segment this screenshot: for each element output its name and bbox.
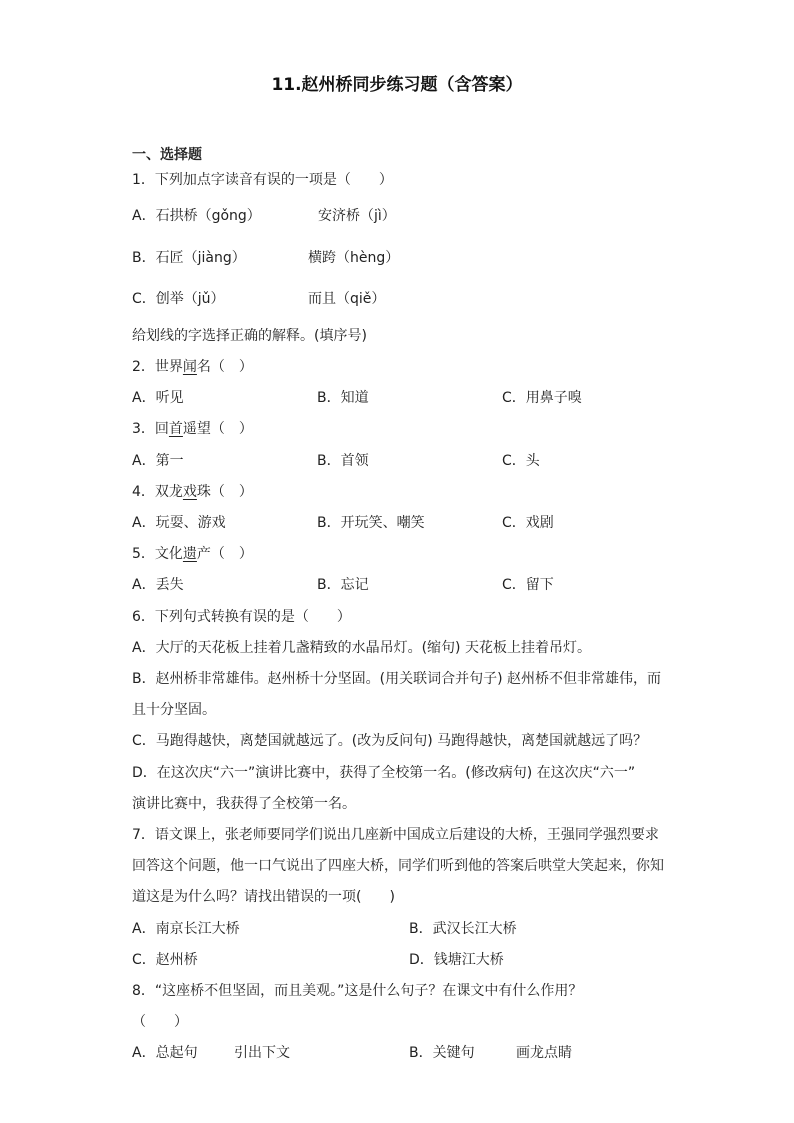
q6-option-b-line1: B．赵州桥非常雄伟。赵州桥十分坚固。(用关联词合并句子) 赵州桥不但非常雄伟，而 — [132, 671, 661, 687]
q2-prefix: 2．世界 — [132, 359, 183, 375]
section-heading-choice: 一、选择题 — [132, 147, 202, 163]
q5-option-a: A．丢失 — [132, 577, 184, 593]
instruction-text: 给划线的字选择正确的解释。(填序号) — [132, 328, 367, 344]
question-1-stem: 1．下列加点字读音有误的一项是（ ） — [132, 172, 393, 188]
q2-suffix: 名（ ） — [196, 359, 253, 375]
q1-option-c-2: 而且（qiě） — [308, 291, 386, 307]
q4-option-b: B．开玩笑、嘲笑 — [317, 515, 425, 531]
page-title: 11.赵州桥同步练习题（含答案） — [271, 75, 523, 95]
question-7-line3: 道这是为什么吗？请找出错误的一项( ) — [132, 889, 395, 905]
q5-underlined-word: 遗 — [182, 546, 197, 562]
q3-option-c: C．头 — [502, 453, 540, 469]
question-7-line1: 7．语文课上，张老师要同学们说出几座新中国成立后建设的大桥，王强同学强烈要求 — [132, 827, 659, 843]
q8-option-b-2: 画龙点睛 — [516, 1045, 572, 1061]
question-5-stem — [132, 544, 253, 564]
q1-option-c-1: C．创举（jǔ） — [132, 291, 225, 307]
q4-underlined-word: 戏 — [182, 484, 197, 500]
q6-option-a: A．大厅的天花板上挂着几盏精致的水晶吊灯。(缩句) 天花板上挂着吊灯。 — [132, 640, 591, 656]
q1-option-b-2: 横跨（hèng） — [308, 250, 400, 266]
q4-option-a: A．玩耍、游戏 — [132, 515, 226, 531]
q3-option-a: A．第一 — [132, 453, 184, 469]
question-4-stem — [132, 482, 253, 502]
q6-option-c: C．马跑得越快，离楚国就越远了。(改为反问句) 马跑得越快，离楚国就越远了吗？ — [132, 733, 648, 749]
q7-option-d: D．钱塘江大桥 — [409, 952, 504, 968]
question-2-stem — [132, 357, 253, 377]
q7-option-a: A．南京长江大桥 — [132, 921, 240, 937]
question-7-line2: 回答这个问题，他一口气说出了四座大桥，同学们听到他的答案后哄堂大笑起来，你知 — [132, 858, 664, 874]
question-8-stem: 8．“这座桥不但坚固，而且美观。”这是什么句子？在课文中有什么作用？ — [132, 983, 583, 999]
q3-option-b: B．首领 — [317, 453, 369, 469]
q5-option-b: B．忘记 — [317, 577, 369, 593]
q2-option-b: B．知道 — [317, 390, 369, 406]
q4-option-c: C．戏剧 — [502, 515, 554, 531]
q3-suffix: 遥望（ ） — [182, 421, 253, 437]
q1-option-a-1: A．石拱桥（gǒng） — [132, 208, 261, 224]
question-3-stem — [132, 419, 253, 439]
q1-option-a-2: 安济桥（jì） — [318, 208, 396, 224]
question-6-stem: 6．下列句式转换有误的是（ ） — [132, 609, 351, 625]
q3-underlined-word: 首 — [168, 421, 183, 437]
q6-option-b-line2: 且十分坚固。 — [132, 702, 216, 718]
q5-prefix: 5．文化 — [132, 546, 183, 562]
q2-option-a: A．听见 — [132, 390, 184, 406]
q2-underlined-word: 闻 — [182, 359, 197, 375]
q7-option-b: B．武汉长江大桥 — [409, 921, 517, 937]
q8-option-a-1: A．总起句 — [132, 1045, 198, 1061]
q7-option-c: C．赵州桥 — [132, 952, 198, 968]
q5-suffix: 产（ ） — [196, 546, 253, 562]
q8-option-a-2: 引出下文 — [234, 1045, 290, 1061]
q4-prefix: 4．双龙 — [132, 484, 183, 500]
q3-prefix: 3．回 — [132, 421, 169, 437]
q2-option-c: C．用鼻子嗅 — [502, 390, 582, 406]
question-8-blank: （ ） — [132, 1014, 188, 1030]
q5-option-c: C．留下 — [502, 577, 554, 593]
q4-suffix: 珠（ ） — [196, 484, 253, 500]
q6-option-d-line2: 演讲比赛中，我获得了全校第一名。 — [132, 796, 356, 812]
q6-option-d-line1: D．在这次庆“六一”演讲比赛中，获得了全校第一名。(修改病句) 在这次庆“六一” — [132, 765, 636, 781]
q8-option-b-1: B．关键句 — [409, 1045, 475, 1061]
q1-option-b-1: B．石匠（jiàng） — [132, 250, 246, 266]
